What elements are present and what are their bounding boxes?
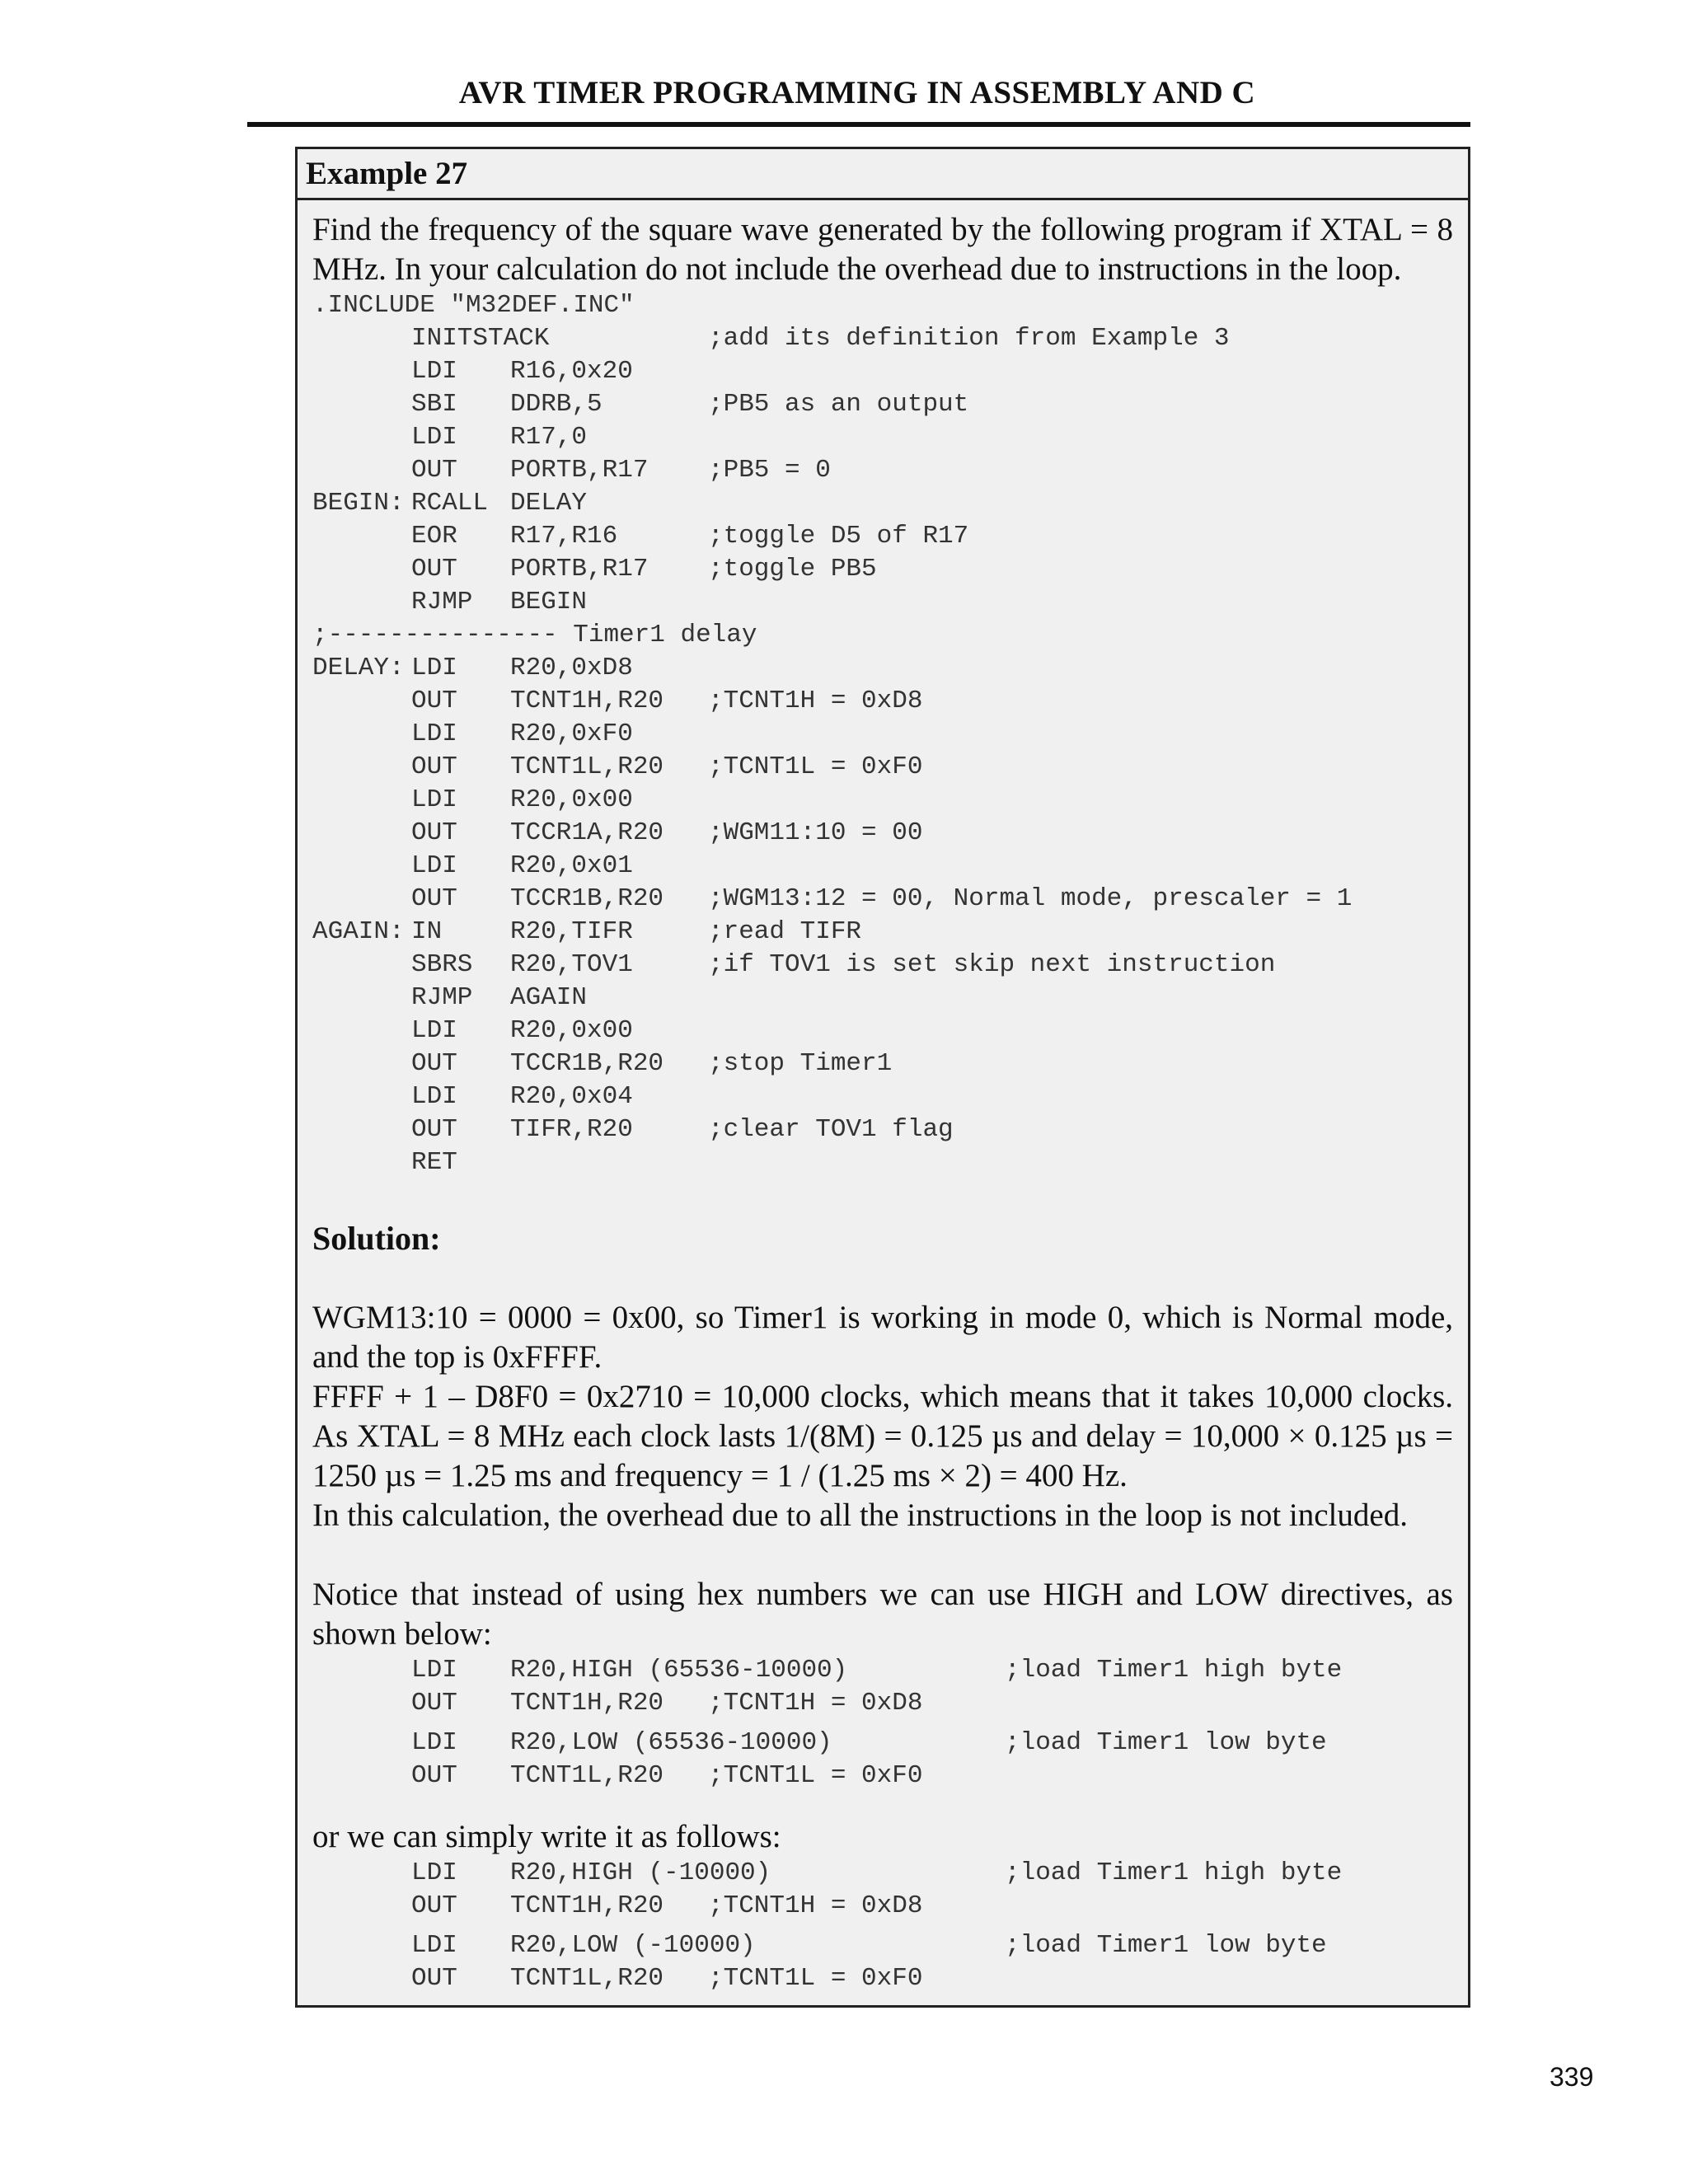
code-line: .INCLUDE "M32DEF.INC" — [312, 291, 635, 320]
or-text: or we can simply write it as follows: — [312, 1819, 781, 1854]
code-line: OUT TCNT1H,R20 ;TCNT1H = 0xD8 — [411, 1689, 923, 1718]
code-line: OUT TCNT1L,R20 ;TCNT1L = 0xF0 — [411, 1761, 923, 1790]
code-line: OUT TIFR,R20 ;clear TOV1 flag — [411, 1115, 954, 1144]
code-line: EOR R17,R16 ;toggle D5 of R17 — [411, 522, 969, 551]
code-line: RET — [411, 1148, 457, 1177]
code-line: SBRS R20,TOV1 ;if TOV1 is set skip next instruction — [411, 950, 1276, 979]
code-line: LDI R20,LOW (65536-10000) ;load Timer1 low byte — [411, 1728, 1327, 1757]
code-line: LDI R20,HIGH (-10000) ;load Timer1 high byte — [411, 1858, 1343, 1887]
code-line: ;--------------- Timer1 delay — [312, 621, 757, 649]
page-number: 339 — [1550, 2062, 1594, 2092]
code-line: OUT TCNT1L,R20 ;TCNT1L = 0xF0 — [411, 752, 923, 781]
solution-heading: Solution: — [312, 1220, 441, 1257]
notice-text: Notice that instead of using hex numbers we can use HIGH and LOW directives, as shown below: — [312, 1577, 1453, 1652]
code-line: RJMP AGAIN — [411, 983, 588, 1012]
code-line: OUT TCNT1H,R20 ;TCNT1H = 0xD8 — [411, 1891, 923, 1920]
code-line: OUT TCCR1B,R20 ;WGM13:12 = 00, Normal mode, prescaler = 1 — [411, 884, 1353, 913]
solution-paragraph: WGM13:10 = 0000 = 0x00, so Timer1 is working in mode 0, which is Normal mode, and the top is 0xFFFF. — [312, 1300, 1453, 1375]
spacer — [312, 1793, 1453, 1817]
code-line: LDI R20,0x00 — [411, 1016, 633, 1045]
code-line: LDI R20,0x04 — [411, 1082, 633, 1111]
solution-paragraph: FFFF + 1 – D8F0 = 0x2710 = 10,000 clocks, which means that it takes 10,000 clocks. As XTAL = 8 MHz each clock lasts 1/(8M) = 0.125 µs and delay = 10,000 × 0.125 µs = 1250 µs = 1.25 ms and frequency = 1 / (1.25 ms × 2) = 400 Hz. — [312, 1379, 1453, 1493]
spacer — [312, 1258, 1453, 1298]
code-listing — [312, 289, 1453, 1179]
code-line: OUT TCCR1A,R20 ;WGM11:10 = 00 — [411, 818, 923, 847]
code-line: BEGIN: RCALL DELAY — [312, 489, 588, 518]
code-line: OUT TCNT1H,R20 ;TCNT1H = 0xD8 — [411, 687, 923, 715]
code-line: AGAIN: IN R20,TIFR ;read TIFR — [312, 917, 862, 946]
code-line: OUT TCNT1L,R20 ;TCNT1L = 0xF0 — [411, 1964, 923, 1993]
spacer — [312, 1535, 1453, 1575]
page-header-title: AVR TIMER PROGRAMMING IN ASSEMBLY AND C — [458, 75, 1256, 110]
example-title: Example 27 — [298, 149, 1468, 200]
spacer — [312, 1720, 1453, 1727]
code-listing-high-low — [312, 1654, 1453, 1793]
code-line: LDI R17,0 — [411, 423, 588, 452]
code-line: LDI R20,0x01 — [411, 851, 633, 880]
code-line: LDI R20,LOW (-10000) ;load Timer1 low byte — [411, 1931, 1327, 1960]
code-line: LDI R16,0x20 — [411, 357, 633, 386]
solution-paragraph: In this calculation, the overhead due to all the instructions in the loop is not included. — [312, 1497, 1408, 1533]
question-text: Find the frequency of the square wave generated by the following program if XTAL = 8 MHz. In your calculation do not include the overhead due to instructions in the loop. — [312, 212, 1453, 287]
example-body — [298, 200, 1468, 1995]
code-line: LDI R20,0x00 — [411, 785, 633, 814]
code-line: DELAY: LDI R20,0xD8 — [312, 654, 633, 682]
code-line: LDI R20,HIGH (65536-10000) ;load Timer1 high byte — [411, 1656, 1343, 1685]
code-line: INITSTACK ;add its definition from Example 3 — [411, 324, 1230, 353]
code-line: LDI R20,0xF0 — [411, 719, 633, 748]
spacer — [312, 1179, 1453, 1219]
spacer — [312, 1923, 1453, 1929]
code-listing-negative — [312, 1857, 1453, 1995]
code-line: RJMP BEGIN — [411, 588, 588, 616]
header-rule — [247, 122, 1470, 127]
code-line: OUT TCCR1B,R20 ;stop Timer1 — [411, 1049, 893, 1078]
example-box — [295, 147, 1470, 2008]
code-line: OUT PORTB,R17 ;toggle PB5 — [411, 555, 877, 583]
code-line: OUT PORTB,R17 ;PB5 = 0 — [411, 456, 831, 485]
code-line: SBI DDRB,5 ;PB5 as an output — [411, 390, 969, 419]
